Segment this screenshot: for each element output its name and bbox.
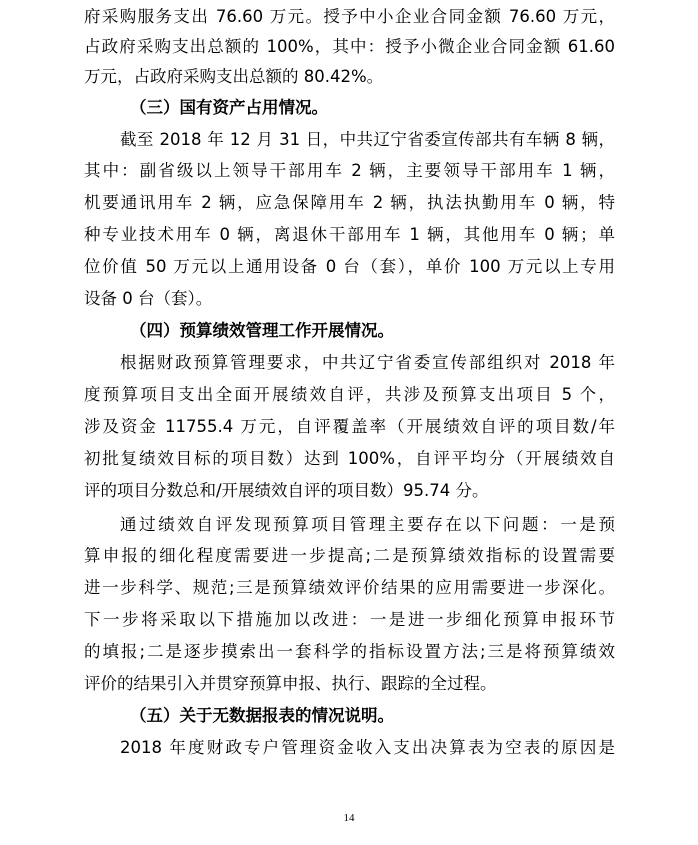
section-heading-performance: （四）预算绩效管理工作开展情况。	[130, 321, 394, 340]
text-line: 评的项目分数总和/开展绩效自评的项目数）95.74 分。	[84, 481, 489, 500]
text-line: 通过绩效自评发现预算项目管理主要存在以下问题：一是预	[120, 515, 615, 534]
text-line: 其中：副省级以上领导干部用车 2 辆，主要领导干部用车 1 辆，	[84, 161, 615, 180]
text-line: 涉及资金 11755.4 万元，自评覆盖率（开展绩效自评的项目数/年	[84, 417, 615, 436]
text-line: 占政府采购支出总额的 100%，其中：授予小微企业合同金额 61.60	[84, 37, 615, 56]
text-line: 种专业技术用车 0 辆，离退休干部用车 1 辆，其他用车 0 辆；单	[84, 225, 615, 244]
text-line: 机要通讯用车 2 辆，应急保障用车 2 辆，执法执勤用车 0 辆，特	[84, 193, 615, 212]
text-line: 设备 0 台（套）。	[84, 289, 213, 308]
section-heading-no-data: （五）关于无数据报表的情况说明。	[130, 706, 394, 725]
text-line: 进一步科学、规范;三是预算绩效评价结果的应用需要进一步深化。	[84, 578, 615, 597]
text-line: 根据财政预算管理要求，中共辽宁省委宣传部组织对 2018 年	[120, 353, 615, 372]
text-line: 的填报;二是逐步摸索出一套科学的指标设置方法;三是将预算绩效	[84, 642, 615, 661]
text-line: 位价值 50 万元以上通用设备 0 台（套），单价 100 万元以上专用	[84, 257, 615, 276]
text-line: 截至 2018 年 12 月 31 日，中共辽宁省委宣传部共有车辆 8 辆，	[120, 130, 615, 149]
text-line: 初批复绩效目标的项目数）达到 100%，自评平均分（开展绩效自	[84, 449, 615, 468]
text-line: 府采购服务支出 76.60 万元。授予中小企业合同金额 76.60 万元，	[84, 7, 615, 26]
text-line: 评价的结果引入并贯穿预算申报、执行、跟踪的全过程。	[84, 674, 497, 693]
text-line: 算申报的细化程度需要进一步提高;二是预算绩效指标的设置需要	[84, 546, 615, 565]
section-heading-assets: （三）国有资产占用情况。	[130, 98, 328, 117]
text-line: 2018 年度财政专户管理资金收入支出决算表为空表的原因是	[120, 738, 615, 757]
page-number: 14	[343, 812, 355, 824]
text-line: 下一步将采取以下措施加以改进：一是进一步细化预算申报环节	[84, 610, 615, 629]
text-line: 万元，占政府采购支出总额的 80.42%。	[84, 67, 384, 86]
text-line: 度预算项目支出全面开展绩效自评，共涉及预算支出项目 5 个，	[84, 385, 615, 404]
